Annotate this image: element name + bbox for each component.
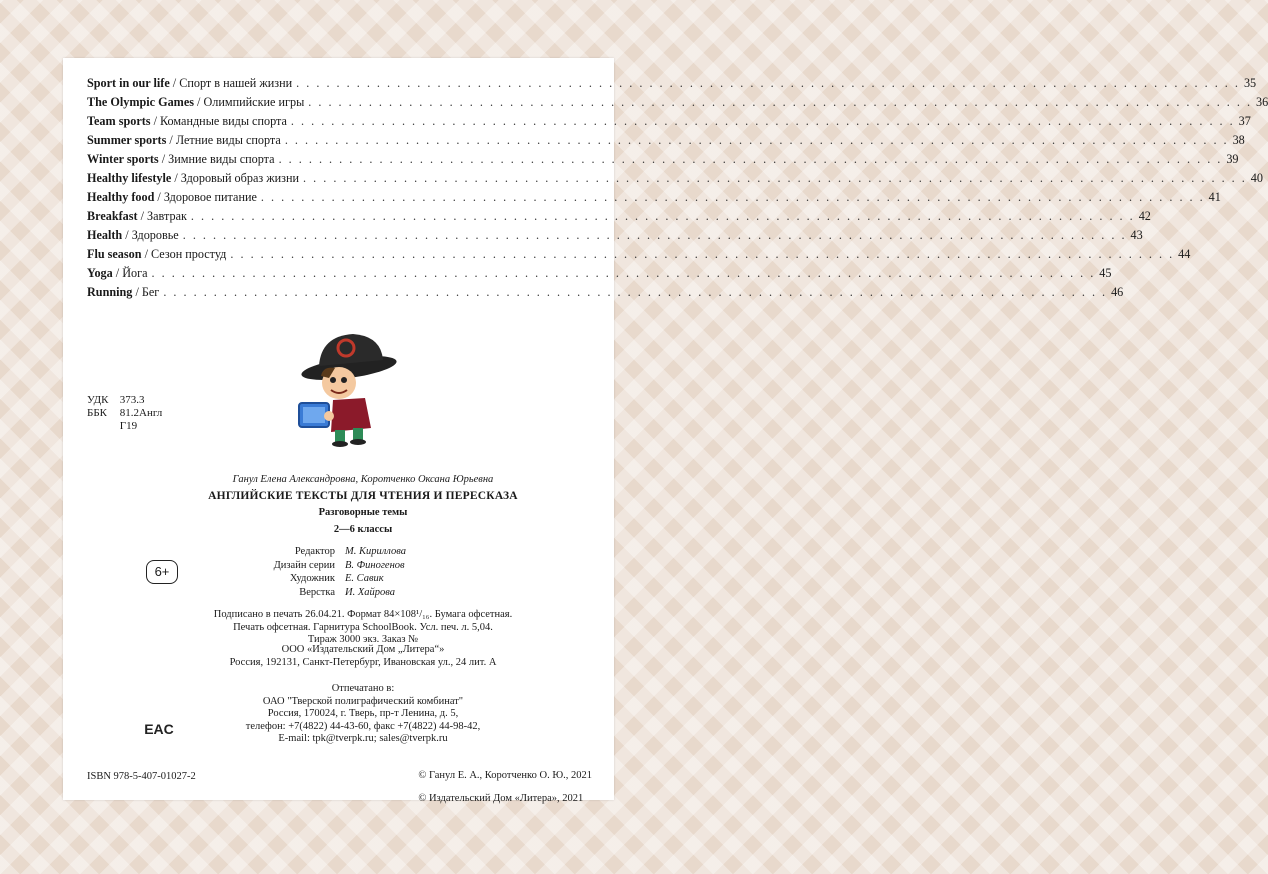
- toc-title: Yoga / Йога: [87, 266, 148, 280]
- printer-line: Россия, 170024, г. Тверь, пр-т Ленина, д. 5,: [267, 708, 459, 719]
- toc-row: [87, 209, 1151, 228]
- toc-leader-dots: [261, 190, 1205, 205]
- toc-title-en: Healthy food: [87, 190, 155, 204]
- printer-line: ОАО "Тверской полиграфический комбинат": [262, 695, 464, 707]
- toc-title-en: Summer sports: [87, 133, 167, 147]
- credit-role: Художник: [289, 573, 335, 584]
- toc-title-ru: Йога: [122, 266, 148, 280]
- toc-title: Health / Здоровье: [87, 228, 179, 242]
- bbk-value: 81.2Англ: [119, 407, 163, 419]
- credit-row: [249, 545, 406, 559]
- toc-title-en: The Olympic Games: [87, 95, 194, 109]
- credit-row: [249, 586, 406, 600]
- toc-title-en: Health: [87, 228, 123, 242]
- credit-name: Е. Савик: [345, 573, 384, 584]
- toc-title-ru: Здоровье: [131, 228, 179, 242]
- age-rating-badge: 6+: [146, 560, 178, 584]
- toc-title-ru: Спорт в нашей жизни: [179, 76, 293, 90]
- printer-line: E-mail: tpk@tverpk.ru; sales@tverpk.ru: [278, 733, 448, 744]
- toc-page-number: 41: [1208, 190, 1221, 204]
- credits-list: [249, 545, 406, 599]
- toc-title-en: Flu season: [87, 247, 142, 261]
- toc-title-en: Healthy lifestyle: [87, 171, 172, 185]
- print-info-line: Подписано в печать 26.04.21. Формат 84×108¹/₁₆. Бумага офсетная.: [213, 609, 513, 620]
- toc-leader-dots: [279, 152, 1223, 167]
- book-page: [63, 58, 1268, 804]
- credit-role: Верстка: [299, 586, 335, 598]
- toc-page-number: 36: [1256, 95, 1268, 109]
- udc-value: 373.3: [119, 394, 145, 406]
- toc-title: Flu season / Сезон простуд: [87, 247, 227, 261]
- toc-page-number: 42: [1138, 209, 1151, 223]
- toc-row: [87, 133, 1245, 152]
- printer-line: Отпечатано в:: [331, 683, 395, 694]
- publisher-info: [173, 644, 553, 669]
- toc-title-en: Team sports: [87, 114, 151, 128]
- toc-page-number: 43: [1130, 228, 1143, 242]
- toc-title: Summer sports / Летние виды спорта: [87, 133, 281, 147]
- toc-title-en: Breakfast: [87, 209, 138, 223]
- toc-leader-dots: [163, 285, 1107, 300]
- toc-title-en: Winter sports: [87, 152, 159, 166]
- print-info: [173, 609, 553, 647]
- toc-title-ru: Командные виды спорта: [160, 114, 287, 128]
- toc-row: [87, 247, 1191, 266]
- toc-title-ru: Здоровый образ жизни: [180, 171, 300, 185]
- author-mark: Г19: [119, 420, 138, 432]
- toc-title: Healthy lifestyle / Здоровый образ жизни: [87, 171, 300, 185]
- toc-page-number: 39: [1226, 152, 1239, 166]
- toc-page-number: 38: [1232, 133, 1245, 147]
- toc-leader-dots: [183, 228, 1127, 243]
- toc-title-ru: Зимние виды спорта: [168, 152, 275, 166]
- toc-title-en: Yoga: [87, 266, 113, 280]
- toc-title-ru: Здоровое питание: [163, 190, 257, 204]
- toc-title: Breakfast / Завтрак: [87, 209, 187, 223]
- toc-title: The Olympic Games / Олимпийские игры: [87, 95, 305, 109]
- publisher-line: ООО «Издательский Дом „Литера“»: [281, 644, 445, 655]
- toc-title: Healthy food / Здоровое питание: [87, 190, 257, 204]
- toc-leader-dots: [230, 247, 1174, 262]
- eac-mark-icon: [144, 718, 174, 738]
- toc-title-ru: Завтрак: [147, 209, 187, 223]
- udc-label: УДК: [87, 394, 109, 406]
- credit-role: Редактор: [294, 546, 335, 557]
- toc-page-number: 40: [1250, 171, 1263, 185]
- toc-page-number: 37: [1238, 114, 1251, 128]
- copyright-line: © Издательский Дом «Литера», 2021: [418, 793, 584, 804]
- copyright: [418, 758, 592, 816]
- print-info-line: Печать офсетная. Гарнитура SchoolBook. Усл. печ. л. 5,04.: [233, 621, 493, 633]
- toc-leader-dots: [152, 266, 1096, 281]
- toc-title: Winter sports / Зимние виды спорта: [87, 152, 275, 166]
- toc-title-ru: Летние виды спорта: [175, 133, 281, 147]
- toc-page-number: 35: [1243, 76, 1257, 90]
- book-authors: Ганул Елена Александровна, Коротченко Оксана Юрьевна: [232, 474, 494, 485]
- toc-row: [87, 95, 1268, 114]
- toc-page-number: 44: [1178, 247, 1191, 261]
- toc-row: [87, 190, 1221, 209]
- publisher-line: Россия, 192131, Санкт-Петербург, Ивановская ул., 24 лит. А: [229, 656, 497, 668]
- book-grades: 2—6 классы: [333, 524, 393, 535]
- toc-row: [87, 285, 1124, 304]
- book-subtitle: Разговорные темы: [318, 507, 408, 518]
- toc-title-ru: Олимпийские игры: [203, 95, 305, 109]
- toc-row: [87, 266, 1112, 285]
- toc-title: Sport in our life / Спорт в нашей жизни: [87, 76, 293, 90]
- credit-role: Дизайн серии: [273, 559, 335, 571]
- toc-row: [87, 76, 1257, 95]
- toc-leader-dots: [291, 114, 1235, 129]
- bbk-label: ББК: [87, 407, 107, 419]
- toc-leader-dots: [303, 171, 1247, 186]
- copyright-line: © Ганул Е. А., Коротченко О. Ю., 2021: [418, 769, 592, 781]
- mascot-illustration: [291, 328, 401, 448]
- toc-title: Team sports / Командные виды спорта: [87, 114, 287, 128]
- toc-title: Running / Бег: [87, 285, 160, 299]
- print-info-line: Тираж 3000 экз. Заказ №: [307, 634, 419, 645]
- table-of-contents: [87, 76, 1268, 304]
- toc-row: [87, 152, 1239, 171]
- toc-row: [87, 114, 1251, 133]
- toc-page-number: 46: [1111, 285, 1124, 299]
- toc-title-en: Running: [87, 285, 133, 299]
- toc-row: [87, 228, 1143, 247]
- credit-row: [249, 559, 406, 573]
- toc-leader-dots: [296, 76, 1240, 91]
- toc-page-number: 45: [1099, 266, 1112, 280]
- printer-info: [173, 683, 553, 746]
- toc-title-ru: Сезон простуд: [151, 247, 227, 261]
- credit-name: М. Кириллова: [345, 546, 406, 557]
- isbn: ISBN 978-5-407-01027-2: [87, 771, 196, 782]
- toc-leader-dots: [191, 209, 1135, 224]
- svg-text:EAC: EAC: [144, 721, 174, 737]
- toc-leader-dots: [285, 133, 1229, 148]
- toc-title-en: Sport in our life: [87, 76, 170, 90]
- credit-row: [249, 572, 406, 586]
- book-title: АНГЛИЙСКИЕ ТЕКСТЫ ДЛЯ ЧТЕНИЯ И ПЕРЕСКАЗА: [208, 490, 518, 502]
- toc-title-ru: Бег: [141, 285, 160, 299]
- printer-line: телефон: +7(4822) 44-43-60, факс +7(4822) 44-98-42,: [245, 720, 481, 732]
- toc-row: [87, 171, 1263, 190]
- toc-leader-dots: [308, 95, 1252, 110]
- classification-codes: [87, 394, 162, 433]
- credit-name: В. Финогенов: [345, 559, 405, 571]
- credit-name: И. Хайрова: [345, 586, 395, 598]
